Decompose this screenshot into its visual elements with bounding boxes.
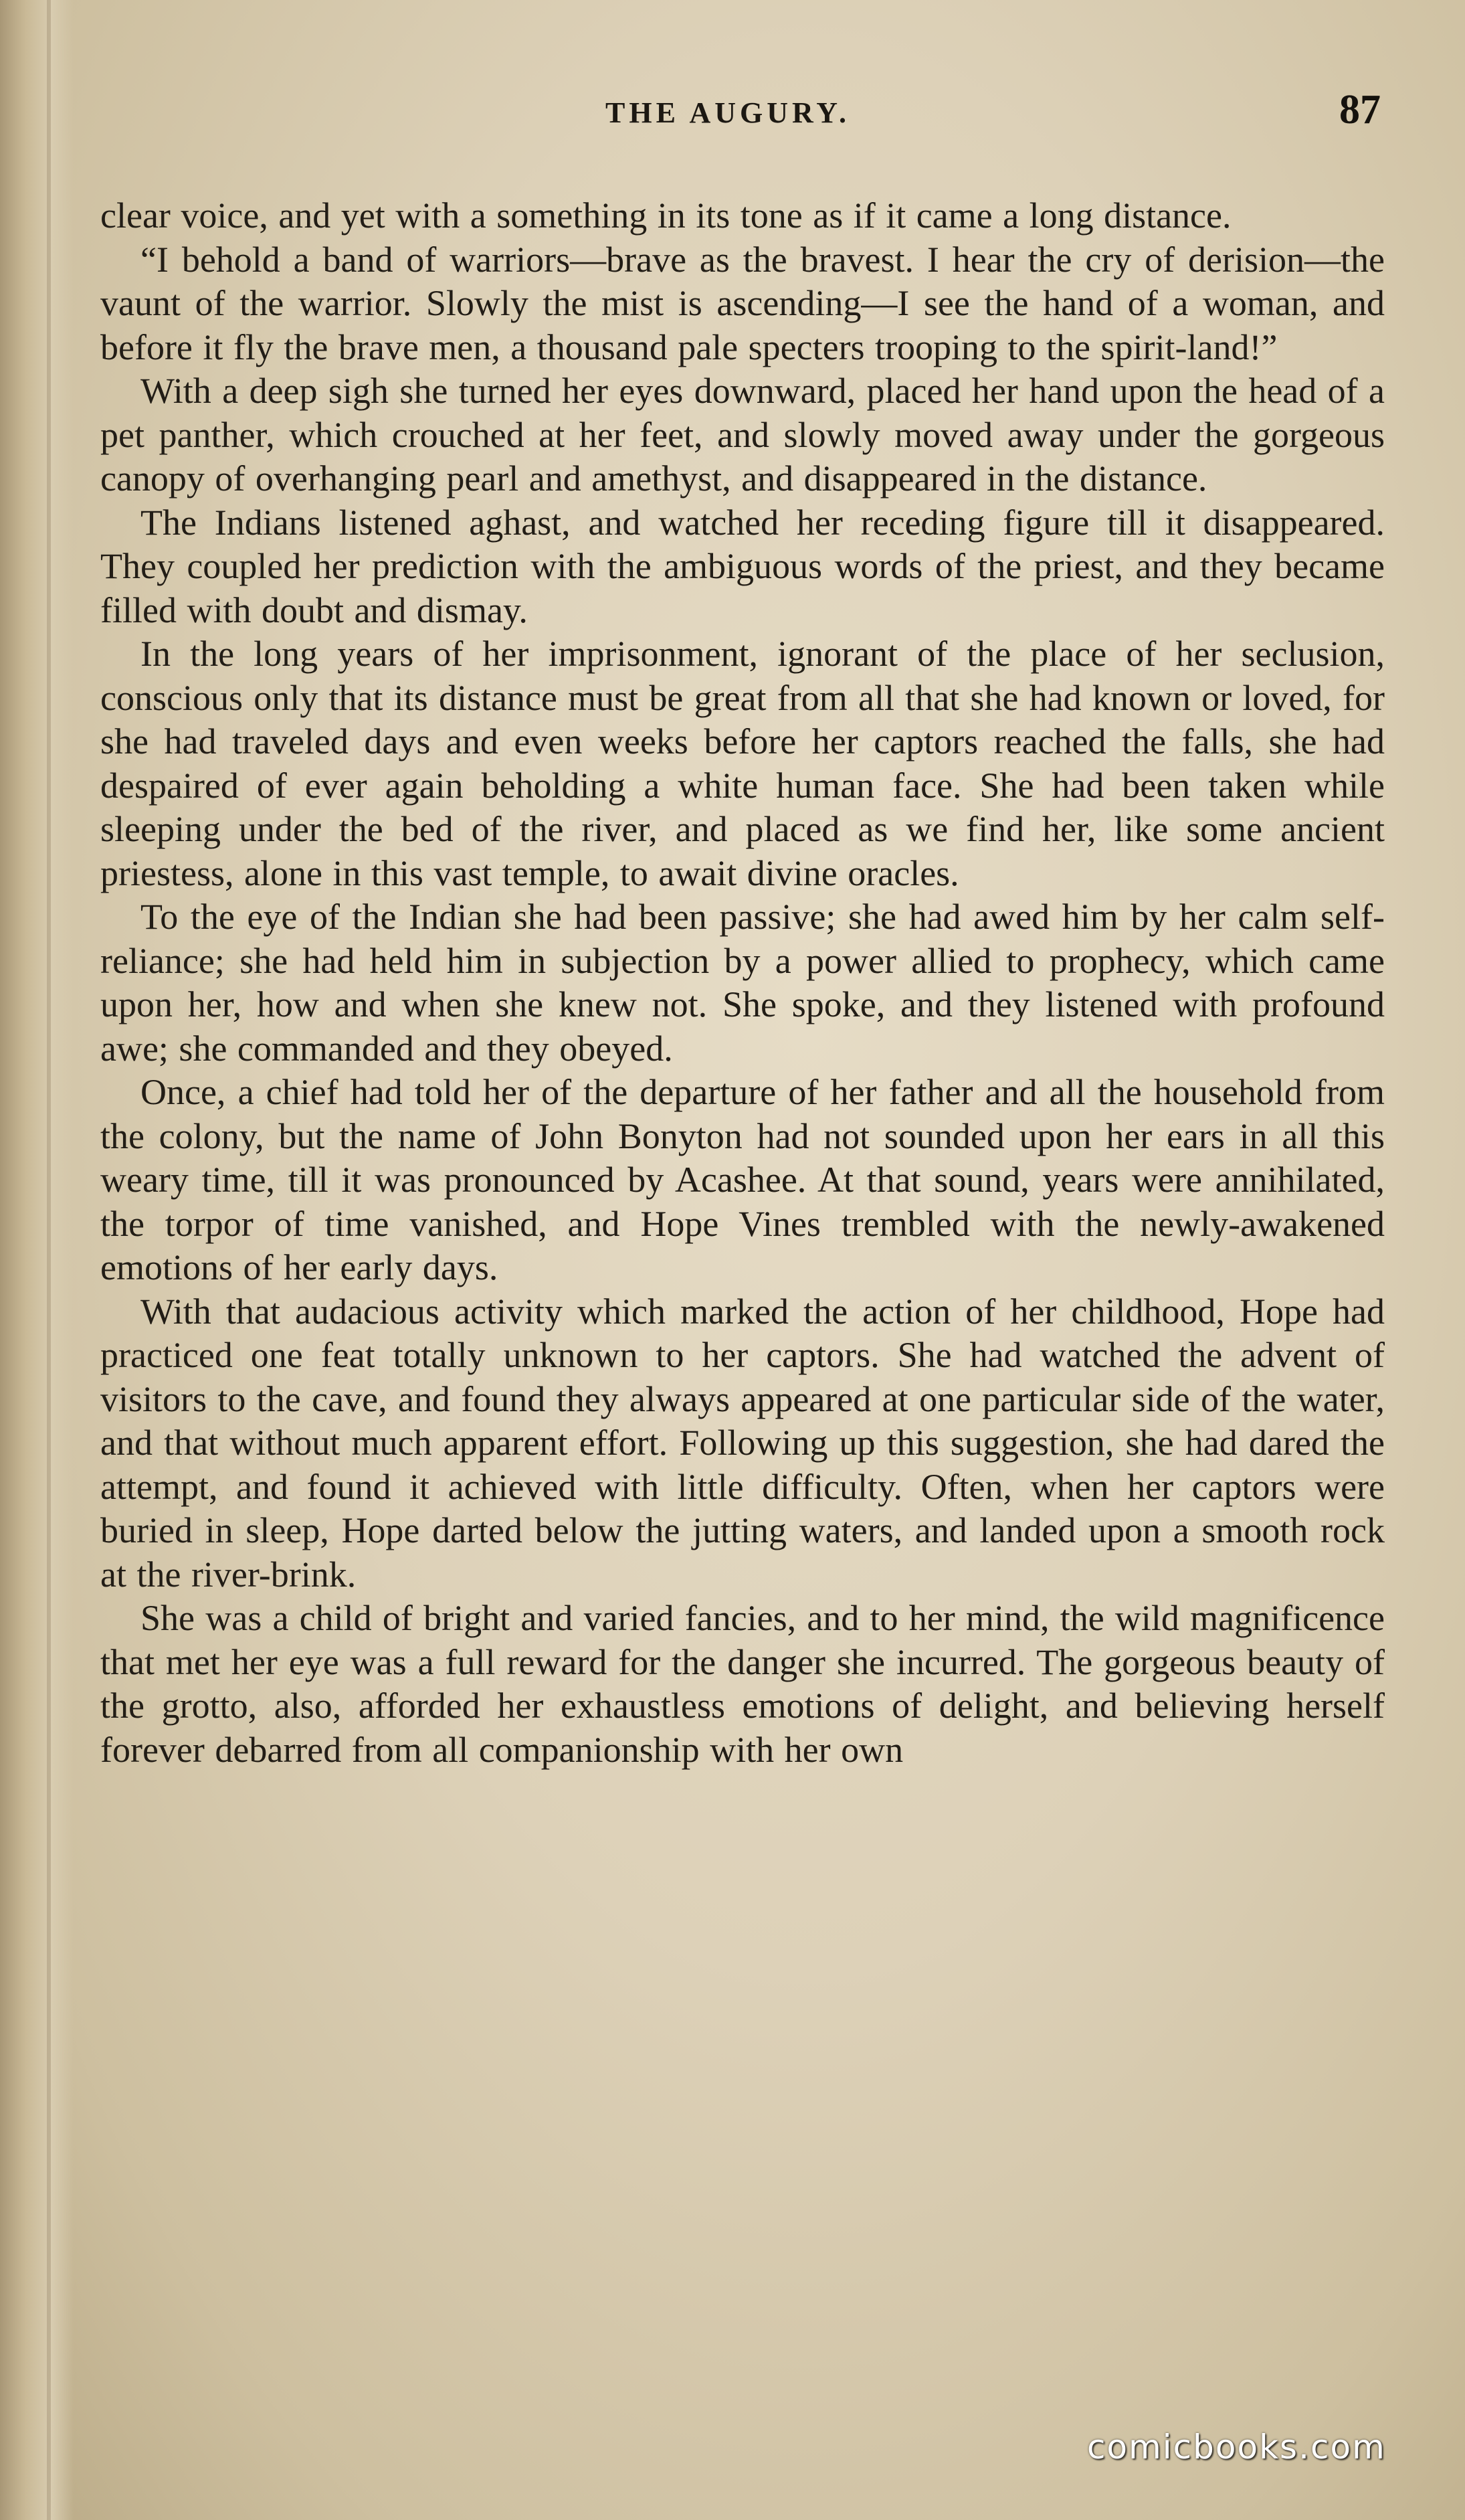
paragraph: With a deep sigh she turned her eyes downward, placed her hand upon the head of a pet panther, which crouched at her feet, and slowly moved away under the gorgeous canopy of overhanging pearl and amethyst, and disappeared in the distance.	[100, 371, 1385, 499]
paragraph: To the eye of the Indian she had been passive; she had awed him by her calm self-reliance; she had held him in subjection by a power allied to prophecy, which came upon her, how and when she knew not. She spoke, and they listened with profound awe; she commanded and they obeyed.	[100, 897, 1385, 1069]
paragraph: Once, a chief had told her of the departure of her father and all the household from the colony, but the name of John Bonyton had not sounded upon her ears in all this weary time, till it was pronounced by Acashee. At that sound, years were annihilated, the torpor of time vanished, and Hope Vines trembled with the newly-awakened emotions of her early days.	[100, 1072, 1385, 1287]
page-binding-edge	[47, 0, 51, 2520]
running-head: THE AUGURY.	[605, 96, 851, 129]
paragraph: In the long years of her imprisonment, ignorant of the place of her seclusion, conscious only that its distance must be great from all that she had known or loved, for she had traveled days and even weeks before her captors reached the falls, she had despaired of ever again beholding a white human face. She had been taken while sleeping under the bed of the river, and placed as we find her, like some ancient priestess, alone in this vast temple, to await divine oracles.	[100, 634, 1385, 893]
page-spine-shadow	[0, 0, 74, 2520]
paragraph: She was a child of bright and varied fancies, and to her mind, the wild magnificence that met her eye was a full reward for the danger she incurred. The gorgeous beauty of the grotto, also, afforded her exhaustless emotions of delight, and believing herself forever debarred from all companionship with her own	[100, 1598, 1385, 1770]
paragraph: “I behold a band of warriors—brave as the bravest. I hear the cry of derision—the vaunt of the warrior. Slowly the mist is ascending—I see the hand of a woman, and before it fly the brave men, a thousand pale specters trooping to the spirit-land!”	[100, 239, 1385, 367]
page-header	[0, 87, 1465, 144]
paragraph: clear voice, and yet with a something in its tone as if it came a long distance.	[100, 195, 1232, 236]
watermark: comicbooks.com	[1087, 2428, 1386, 2466]
page-number: 87	[1339, 87, 1381, 132]
paragraph: The Indians listened aghast, and watched her receding figure till it disappeared. They coupled her prediction with the ambiguous words of the priest, and they became filled with doubt and dismay.	[100, 502, 1385, 630]
body-text	[100, 194, 1385, 1772]
paragraph: With that audacious activity which marked the action of her childhood, Hope had practiced one feat totally unknown to her captors. She had watched the advent of visitors to the cave, and found they always appeared at one particular side of the water, and that without much apparent effort. Following up this suggestion, she had dared the attempt, and found it achieved with little difficulty. Often, when her captors were buried in sleep, Hope darted below the jutting waters, and landed upon a smooth rock at the river-brink.	[100, 1291, 1385, 1595]
